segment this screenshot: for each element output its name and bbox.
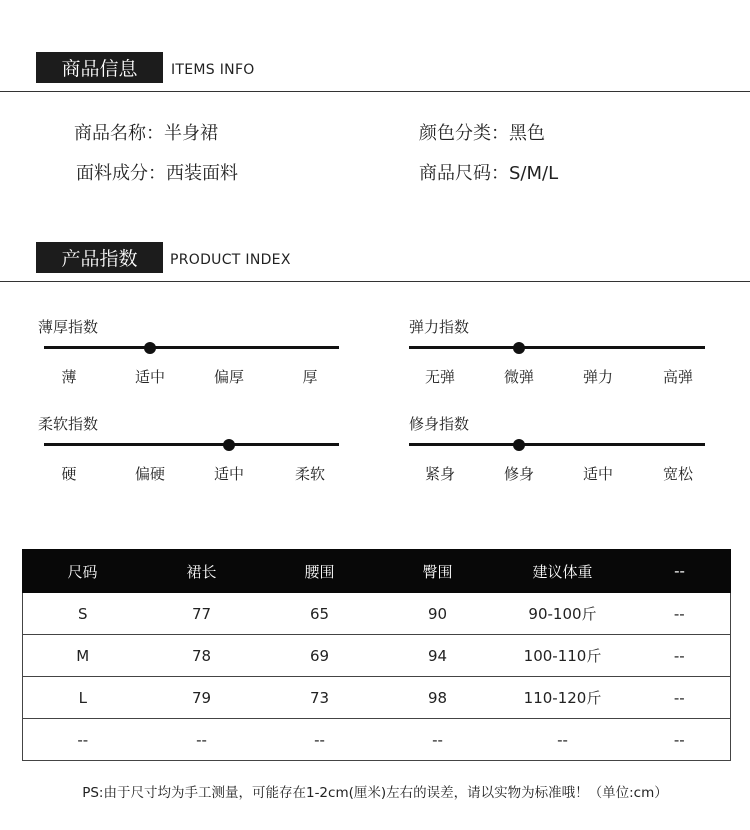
table-row bbox=[23, 719, 731, 761]
thickness-index-marker bbox=[144, 342, 156, 354]
size-table bbox=[22, 549, 731, 761]
table-cell: L bbox=[23, 677, 143, 719]
table-cell: -- bbox=[629, 635, 731, 677]
table-cell: 78 bbox=[143, 635, 261, 677]
table-cell: -- bbox=[629, 677, 731, 719]
elasticity-index-label: 无弹 bbox=[424, 368, 455, 386]
elasticity-index-title: 弹力指数 bbox=[409, 318, 470, 336]
softness-index-label: 偏硬 bbox=[134, 465, 165, 483]
header-size: 尺码 bbox=[23, 550, 143, 593]
table-cell: 98 bbox=[379, 677, 497, 719]
info-product-name: 商品名称：半身裙 bbox=[74, 123, 218, 144]
thickness-index-label: 厚 bbox=[302, 368, 318, 386]
table-row bbox=[23, 593, 731, 635]
header-weight: 建议体重 bbox=[497, 550, 629, 593]
thickness-index-label: 偏厚 bbox=[213, 368, 244, 386]
measurement-note: PS:由于尺寸均为手工测量，可能存在1-2cm(厘米)左右的误差，请以实物为标准哦！（单位:cm） bbox=[82, 785, 668, 801]
softness-index-track bbox=[44, 443, 339, 446]
table-cell: 77 bbox=[143, 593, 261, 635]
table-cell: -- bbox=[629, 593, 731, 635]
thickness-index-label: 适中 bbox=[134, 368, 165, 386]
table-cell: -- bbox=[629, 719, 731, 761]
table-cell: 110-120斤 bbox=[497, 677, 629, 719]
items-info-divider bbox=[0, 91, 750, 92]
header-extra: -- bbox=[629, 550, 731, 593]
table-cell: -- bbox=[143, 719, 261, 761]
table-cell: 94 bbox=[379, 635, 497, 677]
table-cell: -- bbox=[23, 719, 143, 761]
elasticity-index-label: 弹力 bbox=[582, 368, 613, 386]
table-cell: 79 bbox=[143, 677, 261, 719]
thickness-index-track bbox=[44, 346, 339, 349]
fit-index-label: 适中 bbox=[582, 465, 613, 483]
elasticity-index-marker bbox=[513, 342, 525, 354]
table-cell: S bbox=[23, 593, 143, 635]
fit-index-track bbox=[409, 443, 705, 446]
fit-index-label: 修身 bbox=[503, 465, 534, 483]
info-color: 颜色分类：黑色 bbox=[419, 123, 545, 144]
fit-index-marker bbox=[513, 439, 525, 451]
table-cell: M bbox=[23, 635, 143, 677]
table-row bbox=[23, 677, 731, 719]
product-index-divider bbox=[0, 281, 750, 282]
product-index-subtitle: PRODUCT INDEX bbox=[170, 252, 291, 268]
softness-index-title: 柔软指数 bbox=[38, 415, 99, 433]
table-row bbox=[23, 635, 731, 677]
header-waist: 腰围 bbox=[261, 550, 379, 593]
table-cell: -- bbox=[261, 719, 379, 761]
header-hip: 臀围 bbox=[379, 550, 497, 593]
fit-index-label: 紧身 bbox=[424, 465, 455, 483]
table-cell: 90 bbox=[379, 593, 497, 635]
table-cell: 100-110斤 bbox=[497, 635, 629, 677]
table-cell: -- bbox=[497, 719, 629, 761]
softness-index-marker bbox=[223, 439, 235, 451]
softness-index-label: 适中 bbox=[213, 465, 244, 483]
table-cell: 65 bbox=[261, 593, 379, 635]
softness-index-label: 硬 bbox=[61, 465, 77, 483]
product-index-title: 产品指数 bbox=[36, 242, 163, 273]
thickness-index-label: 薄 bbox=[61, 368, 77, 386]
items-info-subtitle: ITEMS INFO bbox=[171, 62, 255, 78]
table-cell: 90-100斤 bbox=[497, 593, 629, 635]
softness-index-label: 柔软 bbox=[294, 465, 325, 483]
thickness-index-title: 薄厚指数 bbox=[38, 318, 99, 336]
size-table-header bbox=[23, 550, 731, 593]
fit-index-label: 宽松 bbox=[662, 465, 693, 483]
table-cell: 69 bbox=[261, 635, 379, 677]
items-info-title: 商品信息 bbox=[36, 52, 163, 83]
info-size: 商品尺码：S/M/L bbox=[419, 163, 559, 184]
info-fabric: 面料成分：西装面料 bbox=[76, 163, 238, 184]
fit-index-title: 修身指数 bbox=[409, 415, 470, 433]
elasticity-index-label: 微弹 bbox=[503, 368, 534, 386]
table-cell: 73 bbox=[261, 677, 379, 719]
elasticity-index-track bbox=[409, 346, 705, 349]
header-length: 裙长 bbox=[143, 550, 261, 593]
table-cell: -- bbox=[379, 719, 497, 761]
elasticity-index-label: 高弹 bbox=[662, 368, 693, 386]
